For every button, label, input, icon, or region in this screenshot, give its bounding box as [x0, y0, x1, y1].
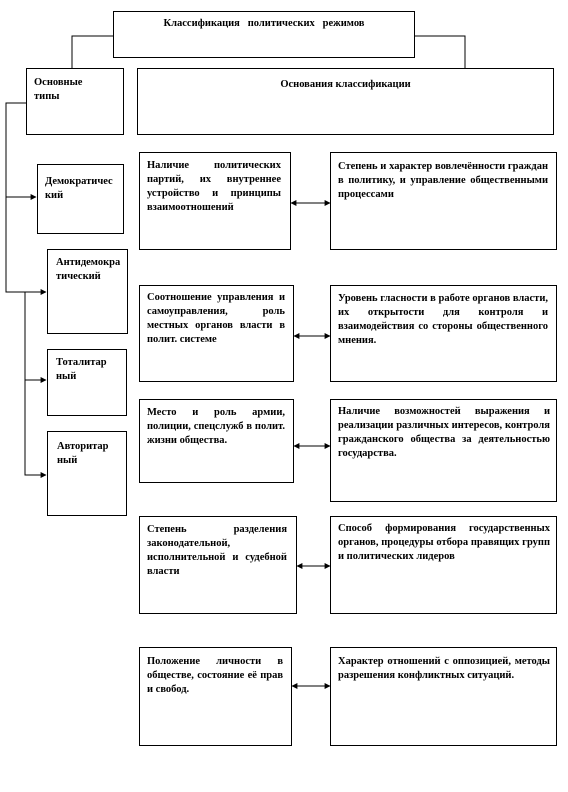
type-label-totalitarian: Тоталитарный	[56, 357, 107, 382]
criterion-1-left: Наличие политических партий, их внутреннее устройство и принципы взаимоотношений	[147, 160, 281, 213]
type-spine-authoritarian	[25, 380, 46, 475]
type-spine-totalitarian	[25, 292, 46, 380]
type-label-authoritarian: Авторитарный	[57, 441, 109, 466]
diagram-title: Классификация политических режимов	[163, 18, 365, 29]
title-to-criteria-line	[415, 36, 465, 68]
criterion-4-left: Степень разделения законодательной, исполнительной и судебной власти	[147, 524, 287, 577]
criterion-3-right: Наличие возможностей выражения и реализации различных интересов, контроля гражданского общества за деятельностью государства.	[338, 406, 550, 459]
type-label-democratic: Демократический	[45, 176, 113, 201]
criterion-2-left: Соотношение управления и самоуправления, роль местных органов власти в полит. системе	[147, 292, 285, 345]
criterion-5-right: Характер отношений с оппозицией, методы разрешения конфликтных ситуаций.	[338, 656, 550, 681]
type-label-antidemocratic: Антидемократический	[56, 257, 121, 282]
criterion-1-right: Степень и характер вовлечённости граждан в политику, и управление общественными процессами	[338, 161, 548, 200]
criterion-3-left: Место и роль армии, полиции, спецслужб в полит. жизни общества.	[147, 407, 285, 446]
criterion-2-right: Уровень гласности в работе органов власти, их открытости для контроля и взаимодействия со стороны общественного мнения.	[338, 293, 548, 346]
criterion-4-right: Способ формирования государственных органов, процедуры отбора правящих групп и политических лидеров	[338, 523, 550, 562]
criterion-5-left: Положение личности в обществе, состояние её прав и свобод.	[147, 656, 283, 695]
criteria-header: Основания классификации	[280, 79, 411, 90]
title-to-types-line	[72, 36, 113, 68]
types-header: Основные типы	[34, 77, 83, 102]
